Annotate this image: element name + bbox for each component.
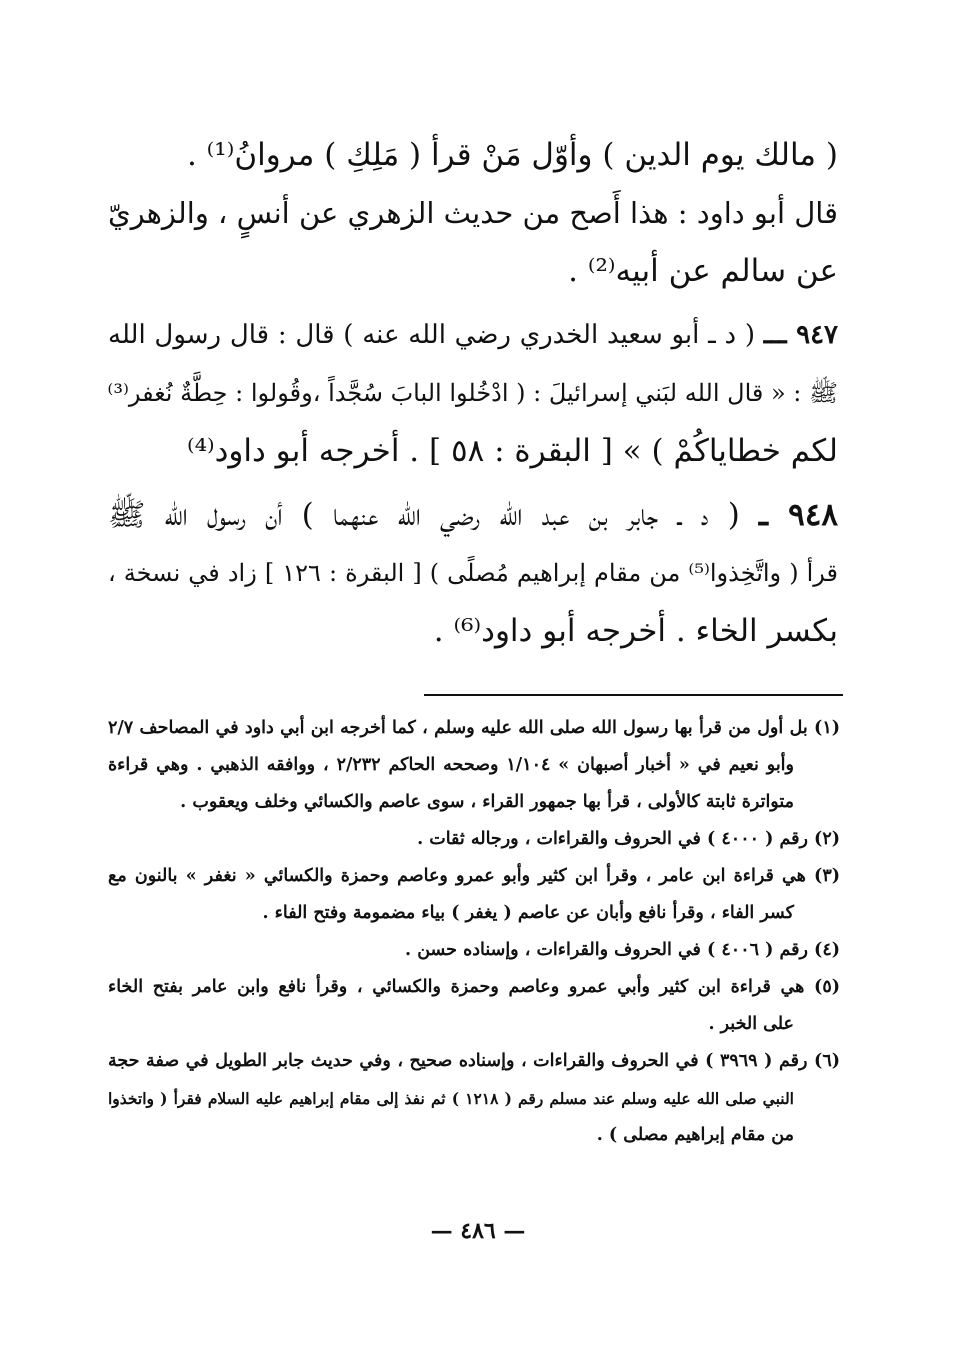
footnote-text: على الخبر .	[708, 1014, 794, 1034]
footnote-text: متواترة ثابتة كالأولى ، قرأ بها جمهور القراء ، سوى عاصم والكسائي وخلف ويعقوب .	[180, 792, 794, 812]
main-line: بكسر الخاء . أخرجه أبو داود⁽⁶⁾ .	[433, 613, 838, 649]
hadith-947-line	[108, 306, 838, 364]
footnote-marker: (٤)	[814, 940, 840, 960]
footnote-text: وأبو نعيم في « أخبار أصبهان » ١/١٠٤ وصححه الحاكم ٢/٢٣٢ ، ووافقه الذهبي . وهي قراءة	[108, 755, 794, 775]
footnote-text: رقم ( ٣٩٦٩ ) في الحروف والقراءات ، وإسناده صحيح ، وفي حديث جابر الطويل في صفة حجة	[108, 1051, 808, 1071]
footnote-marker: (٦)	[814, 1051, 841, 1071]
hadith-text: ( د ـ جابر بن عبد الله رضي الله عنهما ) أن رسول الله ﷺ	[108, 497, 740, 533]
footnotes	[108, 710, 840, 1154]
main-line: عن سالم عن أبيه⁽²⁾ .	[568, 253, 838, 289]
footnote-divider	[424, 694, 843, 696]
footnote-4	[108, 932, 840, 969]
footnote-text: بل أول من قرأ بها رسول الله صلى الله عليه وسلم ، كما أخرجه ابن أبي داود في المصاحف ٢/٧	[108, 718, 808, 738]
main-line: ﷺ : « قال الله لبَني إسرائيلَ : ( ادْخُلوا البابَ سُجَّداً ،وقُولوا : حِطَّةٌ نُغفر⁽³⁾	[107, 379, 838, 407]
footnote-text: رقم ( ٤٠٠٦ ) في الحروف والقراءات ، وإسناده حسن .	[405, 940, 808, 960]
hadith-948-line	[108, 486, 838, 544]
footnote-5	[108, 969, 840, 1043]
footnote-text: من مقام إبراهيم مصلى ) .	[596, 1125, 794, 1145]
main-line: قرأ ( واتَّخِذوا⁽⁵⁾ من مقام إبراهيم مُصلًى ) [ البقرة : ١٢٦ ] زاد في نسخة ،	[108, 559, 839, 587]
main-text	[108, 126, 838, 660]
hadith-number: ٩٤٧ ـــ	[763, 320, 839, 350]
main-line: لكم خطاياكُمْ ) » [ البقرة : ٥٨ ] . أخرجه أبو داود⁽⁴⁾	[186, 433, 838, 469]
footnote-text: كسر الفاء ، وقرأ نافع وأبان عن عاصم ( يغفر ) بياء مضمومة وفتح الفاء .	[262, 903, 794, 923]
main-line: ( مالك يوم الدين ) وأوّل مَنْ قرأ ( مَلِكِ ) مروانُ⁽¹⁾ .	[186, 137, 838, 173]
footnote-6	[108, 1043, 840, 1154]
page-number: — ٤٨٦ —	[430, 1218, 526, 1244]
footnote-marker: (١)	[814, 718, 841, 738]
footnote-text: هي قراءة ابن كثير وأبي عمرو وعاصم وحمزة والكسائي ، وقرأ نافع وابن عامر بفتح الخاء	[108, 977, 805, 997]
hadith-number: ٩٤٨ ـ	[758, 497, 839, 533]
footnote-text: رقم ( ٤٠٠٠ ) في الحروف والقراءات ، ورجاله ثقات .	[417, 829, 808, 849]
hadith-text: ( د ـ أبو سعيد الخدري رضي الله عنه ) قال : قال رسول الله	[108, 320, 755, 350]
footnote-marker: (٥)	[814, 977, 840, 997]
footnote-2	[108, 821, 840, 858]
footnote-1	[108, 710, 840, 821]
footnote-marker: (٣)	[814, 866, 841, 886]
footnote-text: النبي صلى الله عليه وسلم عند مسلم رقم ( ١٢١٨ ) ثم نفذ إلى مقام إبراهيم عليه السلام فقرأ ( واتخذوا	[108, 1089, 794, 1108]
footnote-3	[108, 858, 840, 932]
main-line: قال أبو داود : هذا أَصح من حديث الزهري عن أنسٍ ، والزهريّ	[107, 196, 838, 230]
footnote-text: هي قراءة ابن عامر ، وقرأ ابن كثير وأبو عمرو وعاصم وحمزة والكسائي « نغفر » بالنون مع	[108, 866, 806, 886]
footnote-marker: (٢)	[814, 829, 840, 849]
